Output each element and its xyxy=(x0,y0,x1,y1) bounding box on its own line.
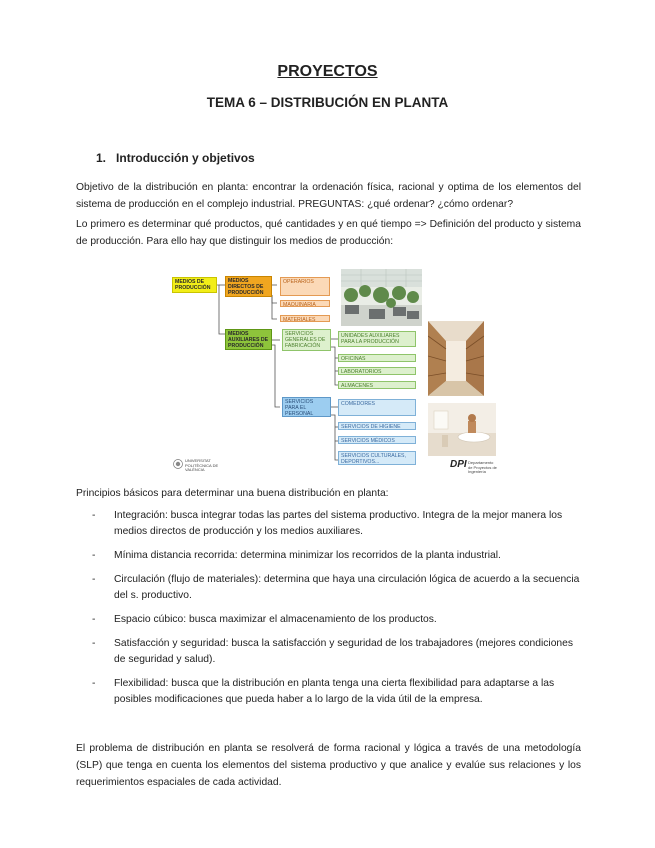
box-almacenes: ALMACENES xyxy=(338,381,416,389)
dpi-logo-mark: DPI xyxy=(450,459,467,470)
section-title: Introducción y objetivos xyxy=(116,151,255,165)
list-item xyxy=(76,508,581,540)
box-operarios: OPERARIOS xyxy=(280,277,330,296)
bullet-dash: - xyxy=(92,678,96,689)
dpi-logo-text: Departamento de Proyectos de Ingeniería xyxy=(468,460,497,474)
list-item xyxy=(76,572,581,604)
bullet-text: Integración: busca integrar todas las partes del sistema productivo. Integra de la mejor manera los medios directos de producción y los medios auxiliares. xyxy=(114,510,563,537)
box-oficinas: OFICINAS xyxy=(338,354,416,362)
dining-photo xyxy=(428,403,496,456)
box-medios-auxiliares: MEDIOS AUXILIARES DE PRODUCCIÓN xyxy=(225,329,272,350)
dpi-logo xyxy=(450,459,500,473)
box-servicios-personal: SERVICIOS PARA EL PERSONAL xyxy=(282,397,331,417)
box-maquinaria: MAQUINARIA xyxy=(280,300,330,307)
bullet-dash: - xyxy=(92,510,96,521)
paragraph-objective: Objetivo de la distribución en planta: encontrar la ordenación física, racional y optima de los elementos del sistema de producción en el complejo industrial. PREGUNTAS: ¿qué ordenar? ¿cómo ordenar? xyxy=(76,182,581,210)
box-medios-produccion: MEDIOS DE PRODUCCIÓN xyxy=(172,277,217,293)
document-subtitle: TEMA 6 – DISTRIBUCIÓN EN PLANTA xyxy=(206,95,449,110)
paragraph-principles-intro: Principios básicos para determinar una buena distribución en planta: xyxy=(76,488,389,499)
bullet-text: Circulación (flujo de materiales): determina que haya una circulación lógica de acuerdo a la secuencia del s. productivo. xyxy=(114,574,580,601)
document-title: PROYECTOS xyxy=(277,63,378,80)
bullet-text: Mínima distancia recorrida: determina minimizar los recorridos de la planta industrial. xyxy=(114,550,501,561)
bullet-dash: - xyxy=(92,550,96,561)
university-seal-icon xyxy=(173,459,183,469)
bullet-dash: - xyxy=(92,638,96,649)
section-number: 1. xyxy=(96,151,107,165)
box-medicos: SERVICIOS MÉDICOS xyxy=(338,436,416,444)
list-item xyxy=(76,676,581,708)
box-medios-directos: MEDIOS DIRECTOS DE PRODUCCIÓN xyxy=(225,276,272,297)
production-means-diagram xyxy=(155,255,500,475)
paragraph-slp: El problema de distribución en planta se resolverá de forma racional y lógica a través de una metodología (SLP) que tenga en cuenta los elementos del sistema productivo y que analice y evalúe sus relaciones y los requerimientos espaciales de cada actividad. xyxy=(76,743,581,788)
box-comedores: COMEDORES xyxy=(338,399,416,416)
bullet-text: Espacio cúbico: busca maximizar el almacenamiento de los productos. xyxy=(114,614,437,625)
box-higiene: SERVICIOS DE HIGIENE xyxy=(338,422,416,430)
university-logo-text: UNIVERSITAT POLITÈCNICA DE VALÈNCIA xyxy=(185,458,219,472)
principles-list xyxy=(76,508,581,716)
bullet-dash: - xyxy=(92,614,96,625)
bullet-text: Satisfacción y seguridad: busca la satisfacción y seguridad de los trabajadores (mejores condiciones de seguridad y salud). xyxy=(114,638,574,665)
bullet-text: Flexibilidad: busca que la distribución en planta tenga una cierta flexibilidad para adaptarse a las posibles modificaciones que pueda haber a lo largo de la vida útil de la empresa. xyxy=(114,678,555,705)
warehouse-photo xyxy=(428,321,484,396)
list-item xyxy=(76,548,581,564)
bullet-dash: - xyxy=(92,574,96,585)
paragraph-first-step: Lo primero es determinar qué productos, qué cantidades y en qué tiempo => Definición del producto y sistema de producción. Para ello hay que distinguir los medios de producción: xyxy=(76,219,581,247)
box-servicios-fabricacion: SERVICIOS GENERALES DE FABRICACIÓN xyxy=(282,329,331,351)
section-heading xyxy=(96,151,255,165)
list-item xyxy=(76,636,581,668)
box-unidades-auxiliares: UNIDADES AUXILIARES PARA LA PRODUCCIÓN xyxy=(338,331,416,347)
box-laboratorios: LABORATORIOS xyxy=(338,367,416,375)
list-item xyxy=(76,612,581,628)
university-logo xyxy=(173,458,219,470)
factory-photo xyxy=(341,269,422,326)
box-materiales: MATERIALES xyxy=(280,315,330,322)
box-culturales: SERVICIOS CULTURALES, DEPORTIVOS... xyxy=(338,451,416,465)
